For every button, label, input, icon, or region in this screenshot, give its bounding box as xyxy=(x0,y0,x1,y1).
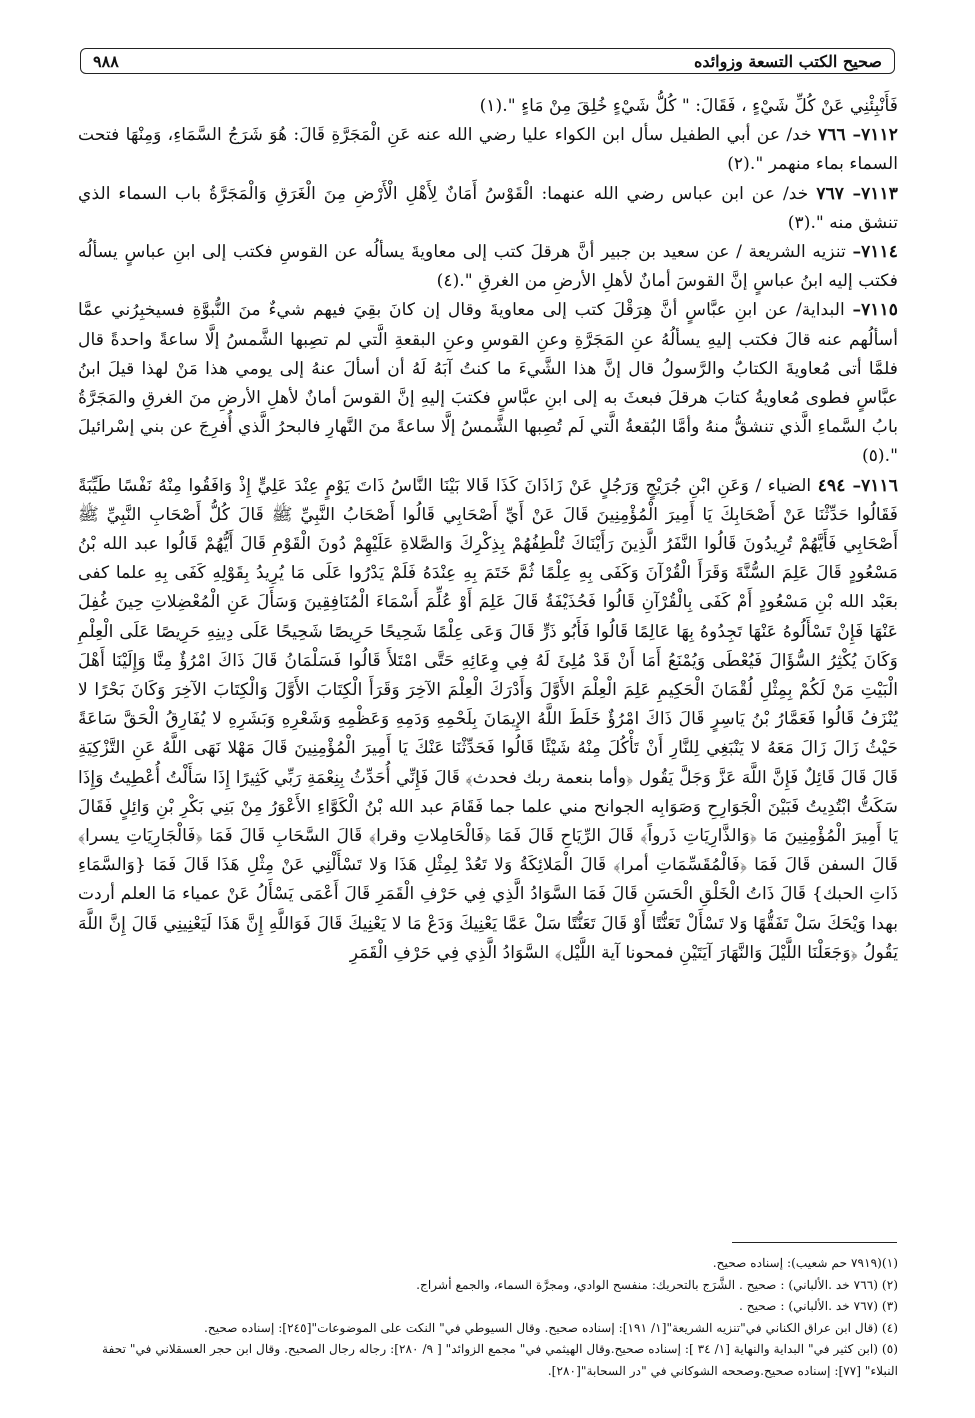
page-number: ٩٨٨ xyxy=(93,51,119,71)
hadith-text: البداية/ عن ابنِ عبَّاسٍ أنَّ هِرَقْلَ كتب إلى معاويةَ وقال إن كانَ بقِيَ فيهم شيءٌ منَ النُّبوَّةِ فسيخبِرُني عمَّا أسألُهم عنه قالَ فكتب إليهِ يسألُهُ عنِ المَجَرَّةِ وعنِ القوسِ وعنِ البقعةِ الَّتي لم تصِبها الشَّمسُ إلَّا ساعةً واحدةً قال فلمَّا أتى مُعاويةَ الكتابُ والرَّسولُ قال إنَّ هذا الشَّيءَ ما كنتُ آبَهُ لَهُ أن أسألَ عنهُ إلى يومي هذا مَنْ لهذا قيلَ ابنُ عبَّاسٍ فطوى مُعاويةُ كتابَ هرقلَ فبعثَ به إلى ابنِ عبَّاسٍ فكتبَ إليهِ إنَّ القوسَ أمانٌ لأهلِ الأرضِ منَ الغرقِ والمَجَرَّةُ بابُ السَّماءِ الَّذي تنشقُّ منهُ وأمَّا البُقعةُ الَّتي لَم تُصِبها الشَّمسُ إلَّا ساعةً منَ النَّهارِ فالبحرُ الَّذي أُفرِجَ عن بني إسْرائيلَ ".(٥) xyxy=(78,300,898,467)
hadith-7113 xyxy=(78,180,898,238)
page-header xyxy=(80,48,895,74)
hadith-number: ٧١١٢– ٧٦٦ xyxy=(818,125,898,146)
footnote: (١)(٧٩١٩ حم شعيب): إسناده صحيح. xyxy=(712,1256,898,1270)
hadith-7112 xyxy=(78,121,898,179)
hadith-text-body xyxy=(78,92,898,968)
hadith-text: تنزيه الشريعة / عن سعيد بن جبير أنَّ هرقلَ كتب إلى معاويةَ يسألُه عن القوسِ فكتب إلى ابنِ عباسٍ يسألُه فكتب إليه ابنُ عباسٍ إنَّ القوسَ أمانٌ لأهلِ الأرضِ من الغرقِ ".(٤) xyxy=(78,242,898,292)
book-title: صحيح الكتب التسعة وزوائده xyxy=(693,51,882,71)
hadith-text: خد/ عن أبي الطفيل سأل ابن الكواء عليا رضي الله عنه عَنِ الْمَجَرَّةِ قَالَ: هُوَ شَرَجُ السَّمَاءِ، وَمِنْهَا فتحت السماء بماء منهمر ".(٢) xyxy=(78,125,898,175)
hadith-number: ٧١١٦– ٤٩٤ xyxy=(817,475,899,496)
hadith-7115 xyxy=(78,296,898,471)
hadith-number: ٧١١٥– xyxy=(852,300,898,321)
paragraph-continuation xyxy=(78,92,898,121)
hadith-7114 xyxy=(78,238,898,296)
footnote: (٢) (٧٦٦ خد .الألباني) : صحيح . الشَّرَج بالتحريك: منفسح الوادي، ومجرَّة السماء، والجمع أشراج. xyxy=(416,1277,898,1292)
footnote-divider xyxy=(732,1242,897,1243)
hadith-text: الضياء / وَعَنِ ابْنِ جُرَيْجٍ وَرَجُلٍ عَنْ زَاذَانَ كَذَا قَالا بَيْنَا النَّاسُ ذَاتَ يَوْمٍ عِنْدَ عَلِيٍّ إِذْ وَافَقُوا مِنْهُ نَفْسًا طَيِّبَةً فَقَالُوا حَدِّثْنَا عَنْ أَصْحَابِكَ يَا أَمِيرَ الْمُؤْمِنِينَ قَالَ عَنْ أَيِّ أَصْحَابِي قَالُوا أَصْحَابُ النَّبِيِّ ﷺ قَالَ كُلُّ أَصْحَابِ النَّبِيِّ ﷺ أَصْحَابِي فَأَيَّهُمْ تُرِيدُونَ قَالُوا النَّفَرُ الَّذِينَ رَأَيْنَاكَ تُلْطِفُهُمْ بِذِكْرِكَ وَالصَّلاةِ عَلَيْهِمْ دُونَ الْقَوْمِ قَالَ أَيُّهُمْ قَالُوا عبد الله بْنُ مَسْعُودٍ قَالَ عَلِمَ السُّنَّةَ وَقَرَأَ الْقُرْآنَ وَكَفَى بِهِ عِلْمًا ثُمَّ خَتَمَ بِهِ عِنْدَهُ فَلَمْ يَدْرُوا عَلَى مَا يُرِيدُ بِقَوْلِهِ كَفَى بِهِ علما كفى بعَبْد الله بْنِ مَسْعُودٍ أَمْ كَفَى بِالْقُرْآنِ قَالُوا فَحُذَيْفَةُ قَالَ عَلِمَ أَوْ عُلِّمَ أَسْمَاءَ الْمُنَافِقِينَ وَسَأَلَ عَنِ الْمُعْضِلاتِ حِينَ غُفِلَ عَنْهَا فَإِنْ تَسْأَلُوهُ عَنْهَا تَجِدُوهُ بِهَا عَالِمًا قَالُوا فَأَبُو ذَرٍّ قَالَ وَعَى عِلْمًا شَحِيحًا حَرِيصًا شَحِيحًا عَلَى دِينِهِ حَرِيصًا عَلَى الْعِلْمِ وَكَانَ يُكْثِرُ السُّؤَالَ فَيُعْطَى وَيُمْنَعُ أَمَا أَنْ قَدْ مُلِئَ لَهُ فِي وِعَائِهِ حَتَّى امْتَلأَ قَالُوا فَسَلْمَانُ قَالَ ذَاكَ امْرُؤٌ مِنَّا وَإِلَيْنَا أَهْلَ الْبَيْتِ مَنْ لَكُمْ بِمِثْلِ لُقْمَانَ الْحَكِيمِ عَلِمَ الْعِلْمَ الأَوَّلَ وَأَدْرَكَ الْعِلْمَ الآخِرَ وَقَرَأَ الْكِتَابَ الأَوَّلَ وَالْكِتَابَ الآخِرَ وَكَانَ بَحْرًا لا يُنْزَفُ قَالُوا فَعَمَّارُ بْنُ يَاسِرٍ قَالَ ذَاكَ امْرُؤٌ خَلَطَ اللَّهُ الإِيمَانَ بِلَحْمِهِ وَدَمِهِ وَعَظْمِهِ وَشَعْرِهِ وَبَشَرِهِ لا يُفَارِقُ الْحَقَّ سَاعَةً حَيْثُ زَالَ زَالَ مَعَهُ لا يَنْبَغِي لِلنَّارِ أَنْ تَأْكُلَ مِنْهُ شَيْئًا قَالُوا فَحَدِّثْنَا عَنْكَ يَا أَمِيرَ الْمُؤْمِنِينَ قَالَ مَهْلا نَهَى اللَّهُ عَنِ التَّزْكِيَةِ قَالَ قَالَ قَائِلٌ فَإِنَّ اللَّهَ عَزَّ وَجَلَّ يَقُول ﴿وأما بنعمة ربك فحدث﴾ قَالَ فَإِنِّي أُحَدِّثُ بِنِعْمَةِ رَبِّي كَثِيرًا إِذَا سَأَلْتُ أُعْطِيتُ وَإِذَا سَكَتُّ ابْتُدِيتُ فَبَيْنَ الْجَوَارِحِ وَصَوَابِه الجوانح مني علما جما فَقَامَ عبد الله بْنُ الْكَوَّاءِ الأَعْوَرُ مِنْ بَنِي بَكْرِ بْنِ وَائِلٍ فَقَالَ يَا أَمِيرَ الْمُؤْمِنِينَ مَا ﴿وَالذَّارِيَاتِ ذَرواً﴾ قَالَ الرِّيَاحِ قَالَ فَمَا ﴿فَالْحَامِلاتِ وقرا﴾ قَالَ السَّحَابِ قَالَ فَمَا ﴿فَالْجَارِيَاتِ يسرا﴾ قَالَ السفن قَالَ فَمَا ﴿فَالْمُقَسِّمَاتِ أمرا﴾ قَالَ الْمَلائِكَةُ وَلا تَعُدْ لِمِثْلِ هَذَا وَلا تَسْأَلْنِي عَنْ مِثْلِ هَذَا قَالَ فَمَا {وَالسَّمَاءِ ذَاتِ الحبك} قَالَ ذَاتُ الْخَلْقِ الْحَسَنِ قَالَ فَمَا السَّوَادُ الَّذِي فِي حَرْفِ الْقَمَرِ قَالَ أَعْمَى يَسْأَلُ عَنْ عمياء مَا العلم أردت بهدا وَيْحَكَ سَلْ تَفَقُّهًا وَلا تَسْأَلْ تَعَنُّتًا أَوْ قَالَ تَعَنُّتًا سَلْ عَمَّا يَعْنِيكَ وَدَعْ مَا لا يَعْنِيكَ قَالَ فَوَاللَّهِ إِنَّ هَذَا لَيَعْنِينِي قَالَ إِنَّ اللَّهَ يَقُولُ ﴿وَجَعَلْنَا اللَّيْلَ وَالنَّهَارَ آيَتَيْنِ فمحونا آية اللَّيْل﴾ السَّوَادُ الَّذِي فِي حَرْفِ الْقَمَرِ xyxy=(78,475,898,963)
hadith-number: ٧١١٤– xyxy=(852,242,898,263)
footnote: (٤) (قال ابن عراق الكناني في"تنزيه الشريعة"[١/ ١٩١]: إسناده صحيح. وقال السيوطي في" النكت على الموضوعات"[٢٤٥]: إسناده صحيح. xyxy=(204,1320,898,1335)
footnotes xyxy=(78,1253,898,1382)
footnote: (٥) (ابن كثير في" البداية والنهاية [١/ ٣٤ ]: إسناده صحيح.وقال الهيثمي في" مجمع الزوائد" [ ٩/ ٢٨٠]: رجاله رجال الصحيح. وقال ابن حجر العسقلاني في" تحفة النبلاء" [٧٧]: إسناده صحيح.وصححه الشوكاني في "در السحابة"[٢٨٠]. xyxy=(102,1342,898,1378)
footnote: (٣) (٧٦٧ خد .الألباني) : صحيح . xyxy=(738,1299,898,1313)
hadith-text: خد/ عن ابن عباس رضي الله عنهما: الْقَوْسُ أَمَانٌ لِأَهْلِ الْأَرْضِ مِنَ الْغَرَقِ وَالْمَجَرَّةُ باب السماء الذي تنشق منه ".(٣) xyxy=(78,183,898,233)
hadith-number: ٧١١٣– ٧٦٧ xyxy=(816,183,898,204)
hadith-text: فَأَنْبِئْنِي عَنْ كُلِّ شَيْءٍ ، فَقَالَ: " كُلُّ شَيْءٍ خُلِقَ مِنْ مَاءٍ ".(١) xyxy=(479,96,898,116)
hadith-7116 xyxy=(78,472,898,968)
